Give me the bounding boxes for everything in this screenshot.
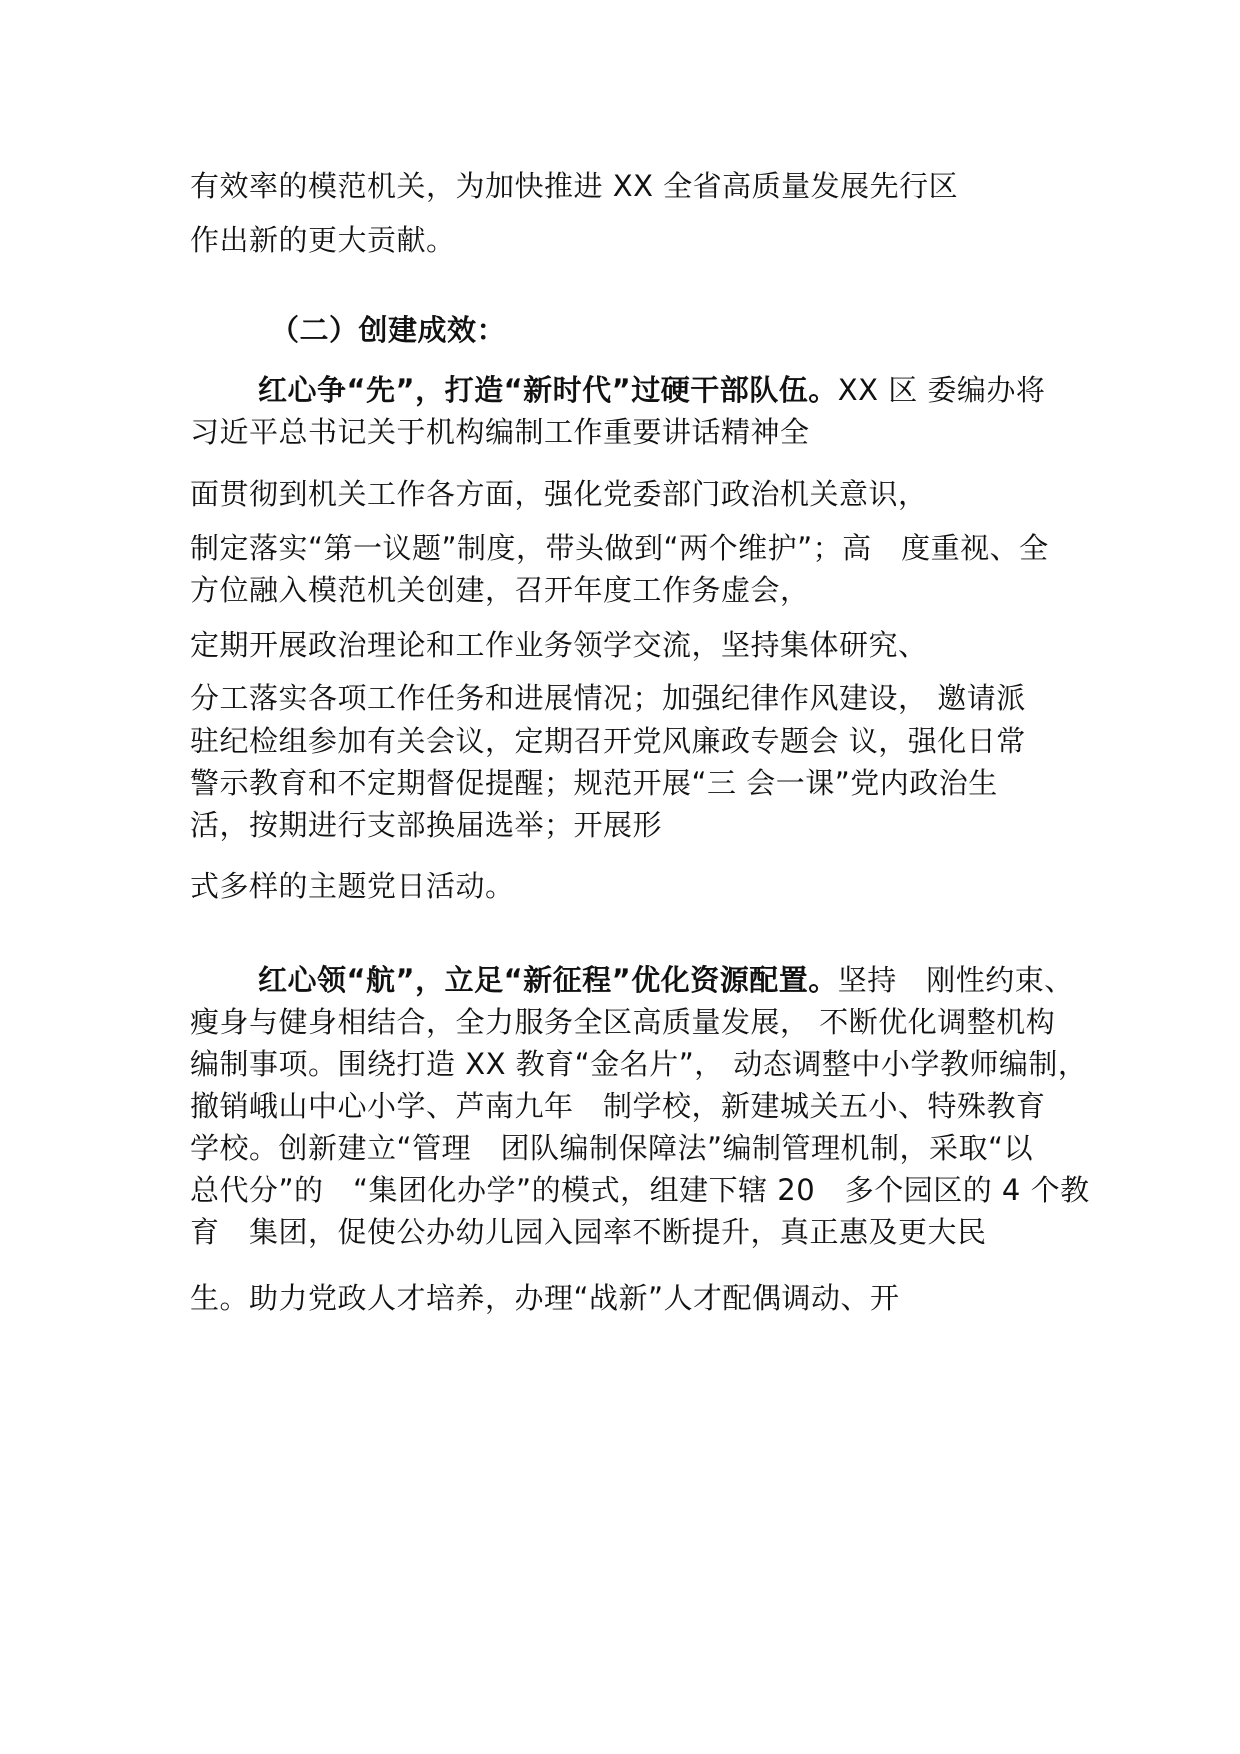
paragraph-lead-rest: XX 区 委编办将	[837, 373, 1046, 407]
paragraph-line: 习近平总书记关于机构编制工作重要讲话精神全	[190, 415, 810, 449]
paragraph-line: 活，按期进行支部换届选举；开展形	[190, 808, 663, 842]
paragraph-line: 作出新的更大贡献。	[190, 223, 456, 257]
paragraph-line: 定期开展政治理论和工作业务领学交流，坚持集体研究、	[190, 628, 928, 662]
section-heading: （二）创建成效：	[270, 313, 507, 347]
paragraph-lead-rest: 坚持 刚性约束、	[837, 963, 1074, 997]
paragraph-line: 育 集团，促使公办幼儿园入园率不断提升，真正惠及更大民	[190, 1215, 987, 1249]
paragraph-line: 式多样的主题党日活动。	[190, 869, 515, 903]
paragraph-lead-bold: 红心领“航”，立足“新征程”优化资源配置。	[258, 963, 838, 997]
paragraph-line: 制定落实“第一议题”制度，带头做到“两个维护”；高 度重视、全	[190, 531, 1049, 565]
paragraph-line: 分工落实各项工作任务和进展情况；加强纪律作风建设， 邀请派	[190, 681, 1026, 715]
paragraph-line: 生。助力党政人才培养，办理“战新”人才配偶调动、开	[190, 1281, 900, 1315]
paragraph-line: 面贯彻到机关工作各方面，强化党委部门政治机关意识，	[190, 477, 928, 511]
paragraph-line: 编制事项。围绕打造 XX 教育“金名片”， 动态调整中小学教师编制，	[190, 1047, 1088, 1081]
paragraph-line: 驻纪检组参加有关会议，定期召开党风廉政专题会 议，强化日常	[190, 724, 1026, 758]
paragraph-lead-bold: 红心争“先”，打造“新时代”过硬干部队伍。	[258, 373, 838, 407]
paragraph-first-line	[258, 962, 1074, 998]
paragraph-line: 警示教育和不定期督促提醒；规范开展“三 会一课”党内政治生	[190, 766, 998, 800]
paragraph-line: 撤销峨山中心小学、芦南九年 制学校，新建城关五小、特殊教育	[190, 1089, 1046, 1123]
paragraph-line: 方位融入模范机关创建，召开年度工作务虚会，	[190, 573, 810, 607]
paragraph-first-line	[258, 372, 1045, 408]
paragraph-line: 学校。创新建立“管理 团队编制保障法”编制管理机制，采取“以	[190, 1131, 1034, 1165]
paragraph-line: 瘦身与健身相结合，全力服务全区高质量发展， 不断优化调整机构	[190, 1005, 1056, 1039]
paragraph-line: 总代分”的 “集团化办学”的模式，组建下辖 20 多个园区的 4 个教	[190, 1173, 1090, 1207]
paragraph-line: 有效率的模范机关，为加快推进 XX 全省高质量发展先行区	[190, 169, 959, 203]
